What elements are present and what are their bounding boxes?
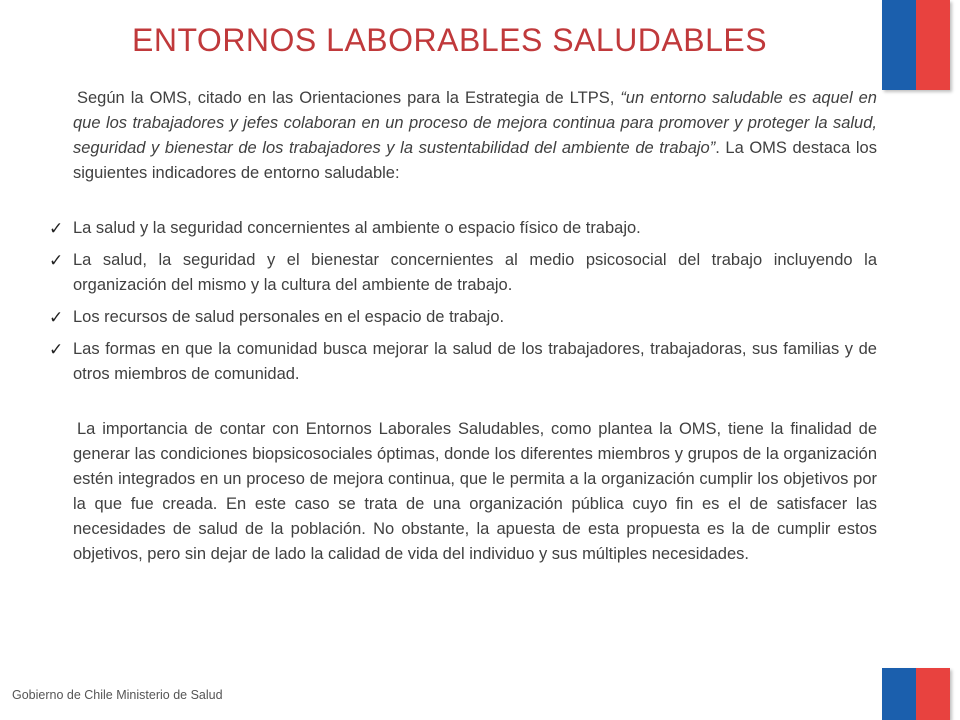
- check-icon: ✓: [49, 340, 64, 359]
- indicator-text: La salud y la seguridad concernientes al ambiente o espacio físico de trabajo.: [73, 219, 641, 237]
- check-icon: ✓: [49, 251, 64, 270]
- page-title: ENTORNOS LABORABLES SALUDABLES: [132, 22, 768, 58]
- indicator-text: La salud, la seguridad y el bienestar concernientes al medio psicosocial del trabajo incluyendo la organización del mismo y la cultura del ambiente de trabajo.: [73, 251, 877, 294]
- chile-flag-icon: [882, 0, 950, 90]
- flag-blue-stripe: [882, 668, 916, 720]
- list-item: [49, 305, 877, 330]
- intro-lead: Según la OMS, citado en las Orientaciones para la Estrategia de LTPS,: [77, 89, 621, 107]
- indicator-text: Las formas en que la comunidad busca mejorar la salud de los trabajadores, trabajadoras, sus familias y de otros miembros de comunidad.: [73, 340, 877, 383]
- footer-credit: Gobierno de Chile Ministerio de Salud: [12, 688, 223, 702]
- slide-body: [49, 86, 877, 567]
- intro-tail: . La OMS destaca los siguientes indicadores de entorno saludable:: [73, 139, 877, 182]
- flag-red-stripe: [916, 0, 950, 90]
- flag-red-stripe: [916, 668, 950, 720]
- chile-flag-icon: [882, 668, 950, 720]
- indicator-text: Los recursos de salud personales en el espacio de trabajo.: [73, 308, 505, 326]
- check-icon: ✓: [49, 219, 64, 238]
- oms-quote: “un entorno saludable es aquel en que los trabajadores y jefes colaboran en un proceso de mejora continua para promover y proteger la salud, seguridad y bienestar de los trabajadores y la sustentabilidad del ambiente de trabajo”: [73, 89, 877, 157]
- flag-blue-stripe: [882, 0, 916, 90]
- check-icon: ✓: [49, 308, 64, 327]
- closing-paragraph: La importancia de contar con Entornos Laborales Saludables, como plantea la OMS, tiene la finalidad de generar las condiciones biopsicosociales óptimas, donde los diferentes miembros y grupos de la organización estén integrados en un proceso de mejora continua, que le permita a la organización cumplir los objetivos por la que fue creada. En este caso se trata de una organización pública cuyo fin es el de satisfacer las necesidades de salud de la población. No obstante, la apuesta de esta propuesta es la de cumplir estos objetivos, pero sin dejar de lado la calidad de vida del individuo y sus múltiples necesidades.: [73, 420, 877, 563]
- list-item: [49, 337, 877, 387]
- indicator-list: [49, 216, 877, 387]
- list-item: [49, 216, 877, 241]
- list-item: [49, 248, 877, 298]
- intro-paragraph: [73, 86, 877, 186]
